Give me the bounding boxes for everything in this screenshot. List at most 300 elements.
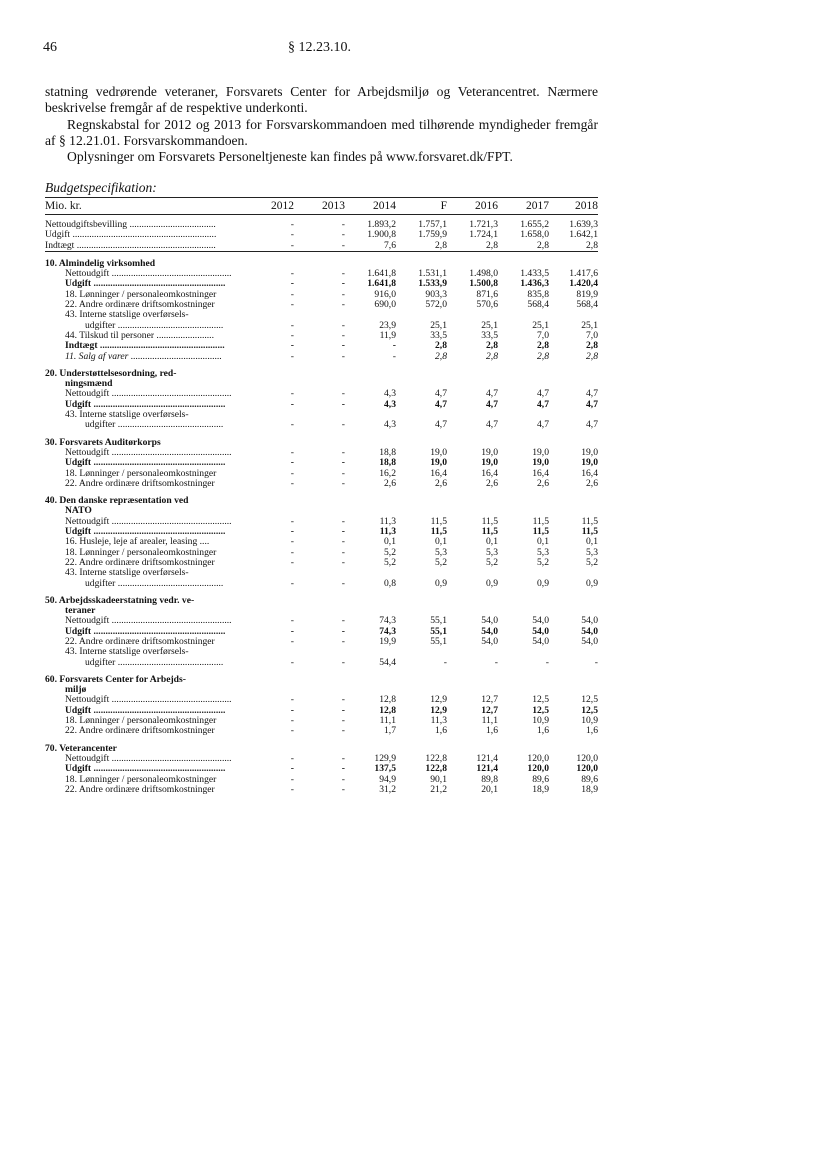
row-value: 2,8 (586, 340, 598, 352)
row-value: 2,6 (586, 477, 598, 489)
header-unit: Mio. kr. (45, 200, 82, 212)
row-value: 55,1 (430, 625, 447, 637)
section-reference: § 12.23.10. (288, 40, 351, 55)
row-value: 20,1 (481, 783, 498, 795)
table-row (45, 579, 598, 589)
row-value: 5,2 (586, 556, 598, 568)
row-value: - (290, 288, 294, 300)
row-value: 4,3 (384, 419, 396, 431)
row-value: 690,0 (374, 299, 396, 311)
row-label: 43. Interne statslige overførsels- (65, 410, 189, 421)
row-value: - (290, 515, 294, 527)
row-value: 5,3 (435, 546, 447, 558)
row-value: 1.531,1 (418, 268, 447, 280)
row-value: 18,8 (379, 457, 396, 469)
row-value: - (290, 477, 294, 489)
row-value: 1,6 (537, 725, 549, 737)
row-value: - (341, 340, 345, 352)
row-label: 18. Lønninger / personaleomkostninger (65, 289, 217, 300)
table-row (45, 290, 598, 300)
row-value: - (290, 704, 294, 716)
row-value: 1.900,8 (367, 229, 396, 241)
row-value: - (290, 725, 294, 737)
row-label: 70. Veterancenter (45, 743, 117, 754)
row-value: 2,8 (537, 239, 549, 251)
table-row (45, 438, 598, 448)
row-value: - (341, 773, 345, 785)
row-value: 120,0 (576, 763, 598, 775)
row-value: - (290, 773, 294, 785)
row-value: 11,5 (481, 515, 498, 527)
row-value: 54,0 (481, 615, 498, 627)
header-year: 2012 (271, 200, 294, 212)
row-spacer (45, 489, 598, 496)
row-value: - (290, 694, 294, 706)
row-value: 11,1 (379, 715, 396, 727)
row-value: - (341, 319, 345, 331)
row-label: 40. Den danske repræsentation ved (45, 496, 189, 507)
row-value: 0,8 (384, 577, 396, 589)
table-row (45, 685, 598, 695)
row-value: - (290, 536, 294, 548)
row-value: 12,9 (430, 704, 447, 716)
table-row (45, 706, 598, 716)
row-value: 74,3 (379, 615, 396, 627)
table-row (45, 675, 598, 685)
row-value: 1,6 (435, 725, 447, 737)
row-value: 2,8 (537, 350, 549, 362)
row-label: 30. Forsvarets Auditørkorps (45, 437, 161, 448)
table-row (45, 517, 598, 527)
page-number: 46 (43, 40, 57, 55)
row-value: - (290, 299, 294, 311)
row-value: 54,0 (481, 635, 498, 647)
row-value: 122,8 (425, 763, 447, 775)
row-value: 2,8 (486, 350, 498, 362)
row-label: 50. Arbejdsskadeerstatning vedr. ve- (45, 595, 195, 606)
row-value: 19,9 (379, 635, 396, 647)
table-row (45, 458, 598, 468)
row-value: 74,3 (379, 625, 396, 637)
row-value: 54,0 (581, 625, 598, 637)
row-value: 903,3 (425, 288, 447, 300)
row-value: 19,0 (481, 457, 498, 469)
row-value: - (594, 656, 598, 668)
row-value: - (341, 350, 345, 362)
row-label: udgifter ............................................ (85, 578, 224, 589)
row-value: 23,9 (379, 319, 396, 331)
row-label: Nettoudgift .................................................. (65, 516, 232, 527)
row-value: 31,2 (379, 783, 396, 795)
row-label: 43. Interne statslige overførsels- (65, 568, 189, 579)
row-value: 89,8 (481, 773, 498, 785)
row-value: 121,4 (476, 763, 498, 775)
row-label: 20. Understøttelsesordning, red- (45, 368, 177, 379)
row-value: 21,2 (430, 783, 447, 795)
row-value: 1.642,1 (569, 229, 598, 241)
table-row (45, 744, 598, 754)
row-value: 19,0 (481, 446, 498, 458)
row-value: 2,8 (537, 340, 549, 352)
row-value: 1.721,3 (469, 219, 498, 230)
row-label: Udgift ....................................................... (65, 705, 226, 716)
row-label: 18. Lønninger / personaleomkostninger (65, 547, 217, 558)
row-value: 2,8 (486, 239, 498, 251)
row-value: 1,6 (586, 725, 598, 737)
row-label: Nettoudgift .................................................. (65, 753, 232, 764)
row-label: 22. Andre ordinære driftsomkostninger (65, 300, 215, 311)
row-value: 54,0 (581, 635, 598, 647)
row-value: - (290, 319, 294, 331)
row-value: 19,0 (532, 446, 549, 458)
row-value: 568,4 (527, 299, 549, 311)
row-label: 22. Andre ordinære driftsomkostninger (65, 636, 215, 647)
budget-title: Budgetspecifikation: (45, 180, 157, 195)
row-value: 54,0 (481, 625, 498, 637)
row-value: 19,0 (532, 457, 549, 469)
row-value: 12,9 (430, 694, 447, 706)
row-value: 871,6 (476, 288, 498, 300)
row-value: 54,0 (532, 615, 549, 627)
row-label: Nettoudgiftsbevilling .................................... (45, 220, 216, 230)
row-value: - (290, 278, 294, 290)
row-value: - (341, 278, 345, 290)
table-row (45, 568, 598, 578)
row-value: 12,5 (532, 694, 549, 706)
row-value: 7,0 (537, 329, 549, 341)
row-value: - (290, 229, 294, 241)
row-label: Indtægt .................................................... (65, 341, 225, 352)
row-value: 90,1 (430, 773, 447, 785)
row-spacer (45, 668, 598, 675)
table-row (45, 220, 598, 230)
row-value: 4,3 (384, 388, 396, 400)
row-value: 572,0 (425, 299, 447, 311)
row-value: - (341, 398, 345, 410)
row-value: 0,1 (486, 536, 498, 548)
table-row (45, 389, 598, 399)
row-value: 1,7 (384, 725, 396, 737)
row-spacer (45, 431, 598, 438)
row-value: 5,2 (486, 556, 498, 568)
row-value: - (341, 467, 345, 479)
table-row (45, 785, 598, 795)
row-label: teraner (65, 606, 96, 617)
row-value: 1.759,9 (418, 229, 447, 241)
row-label: Udgift ....................................................... (65, 279, 226, 290)
row-value: - (341, 526, 345, 538)
row-value: 5,3 (586, 546, 598, 558)
row-label: 22. Andre ordinære driftsomkostninger (65, 784, 215, 795)
table-row (45, 716, 598, 726)
row-value: 819,9 (576, 288, 598, 300)
table-row (45, 321, 598, 331)
row-label: 43. Interne statslige overførsels- (65, 310, 189, 321)
table-row (45, 606, 598, 616)
table-row (45, 527, 598, 537)
row-label: 22. Andre ordinære driftsomkostninger (65, 478, 215, 489)
row-value: - (290, 219, 294, 230)
row-label: udgifter ............................................ (85, 320, 224, 331)
row-value: 10,9 (581, 715, 598, 727)
table-row (45, 658, 598, 668)
row-value: 12,7 (481, 704, 498, 716)
table-row (45, 259, 598, 269)
row-value: 0,1 (537, 536, 549, 548)
table-row (45, 300, 598, 310)
row-value: 4,7 (486, 388, 498, 400)
row-value: 4,7 (537, 419, 549, 431)
table-row (45, 369, 598, 379)
row-value: 5,2 (537, 556, 549, 568)
table-row (45, 616, 598, 626)
row-value: 11,5 (481, 526, 498, 538)
row-value: 5,2 (384, 556, 396, 568)
row-value: 19,0 (430, 457, 447, 469)
row-value: - (341, 625, 345, 637)
intro-paragraph: Regnskabstal for 2012 og 2013 for Forsvarskommandoen med tilhørende myndigheder fremgår af § 12.21.01. Forsvarskommandoen. (45, 116, 598, 148)
row-value: 12,8 (379, 704, 396, 716)
row-value: 1.641,8 (367, 278, 396, 290)
row-value: 25,1 (532, 319, 549, 331)
row-value: 11,5 (430, 515, 447, 527)
table-row (45, 754, 598, 764)
row-value: 1.420,4 (569, 278, 598, 290)
table-row (45, 596, 598, 606)
intro-paragraph: Oplysninger om Forsvarets Personeltjeneste kan findes på www.forsvaret.dk/FPT. (67, 149, 513, 165)
table-row (45, 331, 598, 341)
row-value: 2,6 (537, 477, 549, 489)
row-value: 25,1 (581, 319, 598, 331)
row-label: Nettoudgift .................................................. (65, 616, 232, 627)
row-label: Udgift ....................................................... (65, 626, 226, 637)
table-row (45, 420, 598, 430)
row-value: 2,8 (586, 350, 598, 362)
row-value: - (341, 656, 345, 668)
row-value: 16,4 (430, 467, 447, 479)
row-value: 4,7 (486, 398, 498, 410)
table-row (45, 410, 598, 420)
row-label: Nettoudgift .................................................. (65, 269, 232, 280)
row-value: 18,9 (532, 783, 549, 795)
row-value: 0,9 (486, 577, 498, 589)
row-label: 22. Andre ordinære driftsomkostninger (65, 726, 215, 737)
table-row (45, 310, 598, 320)
budget-table-body (45, 220, 598, 795)
row-value: 2,6 (384, 477, 396, 489)
row-value: 2,6 (486, 477, 498, 489)
row-label: 60. Forsvarets Center for Arbejds- (45, 674, 186, 685)
row-value: 4,3 (384, 398, 396, 410)
row-value: - (290, 526, 294, 538)
row-value: 89,6 (581, 773, 598, 785)
row-value: 120,0 (576, 752, 598, 764)
table-row (45, 269, 598, 279)
row-value: 33,5 (481, 329, 498, 341)
row-value: 1.417,6 (569, 268, 598, 280)
table-row (45, 726, 598, 736)
row-value: 12,5 (532, 704, 549, 716)
row-value: 2,8 (435, 340, 447, 352)
row-value: 16,4 (532, 467, 549, 479)
row-value: - (290, 577, 294, 589)
table-row (45, 764, 598, 774)
row-value: - (290, 419, 294, 431)
row-value: - (341, 577, 345, 589)
row-value: - (392, 350, 396, 362)
row-value: 0,9 (586, 577, 598, 589)
row-value: - (341, 704, 345, 716)
row-value: 12,7 (481, 694, 498, 706)
row-value: 1,6 (486, 725, 498, 737)
row-label: udgifter ............................................ (85, 657, 224, 668)
table-row (45, 558, 598, 568)
row-spacer (45, 362, 598, 369)
row-label: Nettoudgift .................................................. (65, 447, 232, 458)
row-value: 1.724,1 (469, 229, 498, 241)
row-label: NATO (65, 506, 92, 517)
row-value: - (341, 446, 345, 458)
intro-paragraph: statning vedrørende veteraner, Forsvarets Center for Arbejdsmiljø og Veterancentret. Nærmere beskrivelse fremgår af de respektive underkonti. (45, 84, 598, 116)
row-value: - (341, 546, 345, 558)
header-rule (45, 214, 598, 215)
row-value: - (290, 752, 294, 764)
row-value: 4,7 (435, 419, 447, 431)
row-value: - (545, 656, 549, 668)
row-value: 11,1 (481, 715, 498, 727)
header-year: 2014 (373, 200, 396, 212)
row-label: Udgift ....................................................... (65, 399, 226, 410)
table-row (45, 647, 598, 657)
table-row (45, 241, 598, 252)
row-value: - (290, 635, 294, 647)
table-row (45, 637, 598, 647)
row-value: - (290, 615, 294, 627)
row-label: 11. Salg af varer ...................................... (65, 351, 222, 362)
table-row (45, 548, 598, 558)
row-value: 11,3 (430, 715, 447, 727)
row-value: 11,9 (379, 329, 396, 341)
table-row (45, 506, 598, 516)
row-value: - (290, 350, 294, 362)
row-value: 4,7 (486, 419, 498, 431)
table-row (45, 537, 598, 547)
row-value: 89,6 (532, 773, 549, 785)
row-value: 19,0 (581, 457, 598, 469)
row-value: - (290, 625, 294, 637)
row-label: miljø (65, 685, 87, 696)
row-value: - (341, 457, 345, 469)
row-value: 94,9 (379, 773, 396, 785)
row-value: - (341, 299, 345, 311)
row-value: 570,6 (476, 299, 498, 311)
row-value: - (341, 752, 345, 764)
row-label: 10. Almindelig virksomhed (45, 258, 156, 269)
row-value: 129,9 (374, 752, 396, 764)
row-label: 43. Interne statslige overførsels- (65, 647, 189, 658)
table-row (45, 469, 598, 479)
row-value: 4,7 (586, 388, 598, 400)
row-value: 2,6 (435, 477, 447, 489)
row-label: Udgift ....................................................... (65, 458, 226, 469)
row-label: 18. Lønninger / personaleomkostninger (65, 774, 217, 785)
row-value: - (341, 725, 345, 737)
header-year: 2016 (475, 200, 498, 212)
row-value: 54,0 (532, 635, 549, 647)
table-top-rule (45, 197, 598, 198)
row-value: 1.500,8 (469, 278, 498, 290)
row-label: Udgift ....................................................... (65, 527, 226, 538)
row-label: 16. Husleje, leje af arealer, leasing .... (65, 537, 210, 548)
row-value: - (443, 656, 447, 668)
row-value: 12,8 (379, 694, 396, 706)
row-value: 11,3 (379, 526, 396, 538)
table-row (45, 230, 598, 240)
table-row (45, 379, 598, 389)
row-value: 1.533,9 (418, 278, 447, 290)
row-value: 11,5 (532, 515, 549, 527)
row-value: - (341, 536, 345, 548)
row-value: 4,7 (537, 398, 549, 410)
row-label: Nettoudgift .................................................. (65, 389, 232, 400)
row-value: - (341, 477, 345, 489)
row-value: 4,7 (537, 388, 549, 400)
row-value: 4,7 (435, 388, 447, 400)
row-value: - (290, 715, 294, 727)
row-value: - (341, 615, 345, 627)
table-row (45, 341, 598, 351)
row-spacer (45, 589, 598, 596)
row-value: - (341, 229, 345, 241)
row-value: 7,0 (586, 329, 598, 341)
intro-text (45, 84, 598, 165)
row-value: 2,8 (435, 239, 447, 251)
header-year: F (440, 200, 447, 212)
row-value: 55,1 (430, 615, 447, 627)
row-label: ningsmænd (65, 379, 113, 390)
row-value: - (341, 239, 345, 251)
row-value: 5,2 (384, 546, 396, 558)
row-value: - (341, 556, 345, 568)
row-value: 16,4 (481, 467, 498, 479)
row-value: - (341, 288, 345, 300)
row-value: 1.436,3 (520, 278, 549, 290)
row-label: Indtægt .......................................................... (45, 240, 216, 251)
row-value: 54,0 (581, 615, 598, 627)
row-value: 137,5 (374, 763, 396, 775)
row-value: 1.655,2 (520, 219, 549, 230)
row-value: 4,7 (435, 398, 447, 410)
row-value: 1.639,3 (569, 219, 598, 230)
row-value: 12,5 (581, 704, 598, 716)
row-value: 0,9 (537, 577, 549, 589)
row-label: 22. Andre ordinære driftsomkostninger (65, 557, 215, 568)
row-value: - (341, 715, 345, 727)
row-label: udgifter ............................................ (85, 420, 224, 431)
table-row (45, 496, 598, 506)
row-value: 25,1 (430, 319, 447, 331)
row-value: 120,0 (527, 763, 549, 775)
row-value: 5,3 (486, 546, 498, 558)
row-value: 1.658,0 (520, 229, 549, 241)
table-header (45, 200, 598, 214)
row-value: 0,1 (384, 536, 396, 548)
row-value: - (290, 467, 294, 479)
row-value: 54,0 (532, 625, 549, 637)
row-value: - (290, 388, 294, 400)
row-label: Udgift ............................................................ (45, 230, 217, 241)
row-value: - (341, 268, 345, 280)
